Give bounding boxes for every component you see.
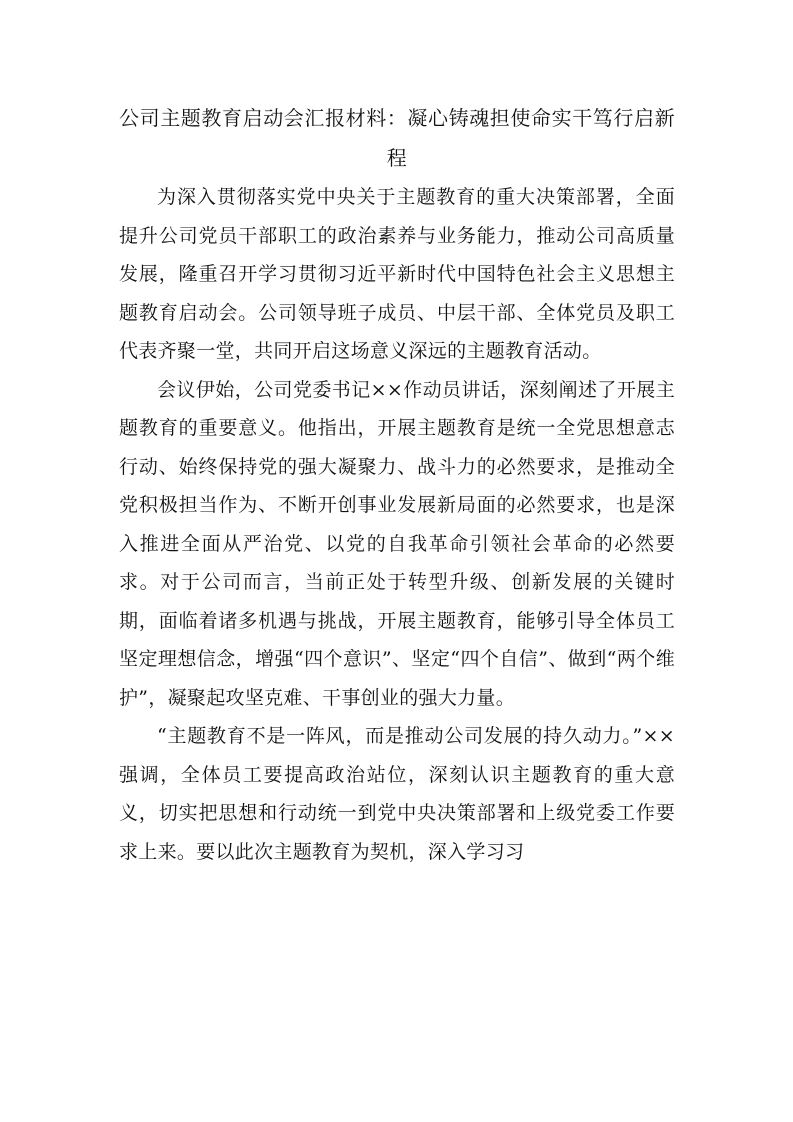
document-title: 公司主题教育启动会汇报材料：凝心铸魂担使命实干笃行启新程: [119, 106, 675, 170]
paragraph-intro: 为深入贯彻落实党中央关于主题教育的重大决策部署，全面提升公司党员干部职工的政治素养与业务能力，推动公司高质量发展，隆重召开学习贯彻习近平新时代中国特色社会主义思想主题教育启动会。公司领导班子成员、中层干部、全体党员及职工代表齐聚一堂，共同开启这场意义深远的主题教育活动。: [119, 186, 675, 362]
document-body: [119, 98, 675, 871]
paragraph-speech: 会议伊始，公司党委书记××作动员讲话，深刻阐述了开展主题教育的重要意义。他指出，开展主题教育是统一全党思想意志行动、始终保持党的强大凝聚力、战斗力的必然要求，是推动全党积极担当作为、不断开创事业发展新局面的必然要求，也是深入推进全面从严治党、以党的自我革命引领社会革命的必然要求。对于公司而言，当前正处于转型升级、创新发展的关键时期，面临着诸多机遇与挑战，开展主题教育，能够引导全体员工坚定理想信念，增强“四个意识”、坚定“四个自信”、做到“两个维护”，凝聚起攻坚克难、干事创业的强大力量。: [119, 378, 675, 709]
paragraph-emphasis: “主题教育不是一阵风，而是推动公司发展的持久动力。”××强调，全体员工要提高政治站位，深刻认识主题教育的重大意义，切实把思想和行动统一到党中央决策部署和上级党委工作要求上来。要以此次主题教育为契机，深入学习习: [119, 725, 675, 863]
